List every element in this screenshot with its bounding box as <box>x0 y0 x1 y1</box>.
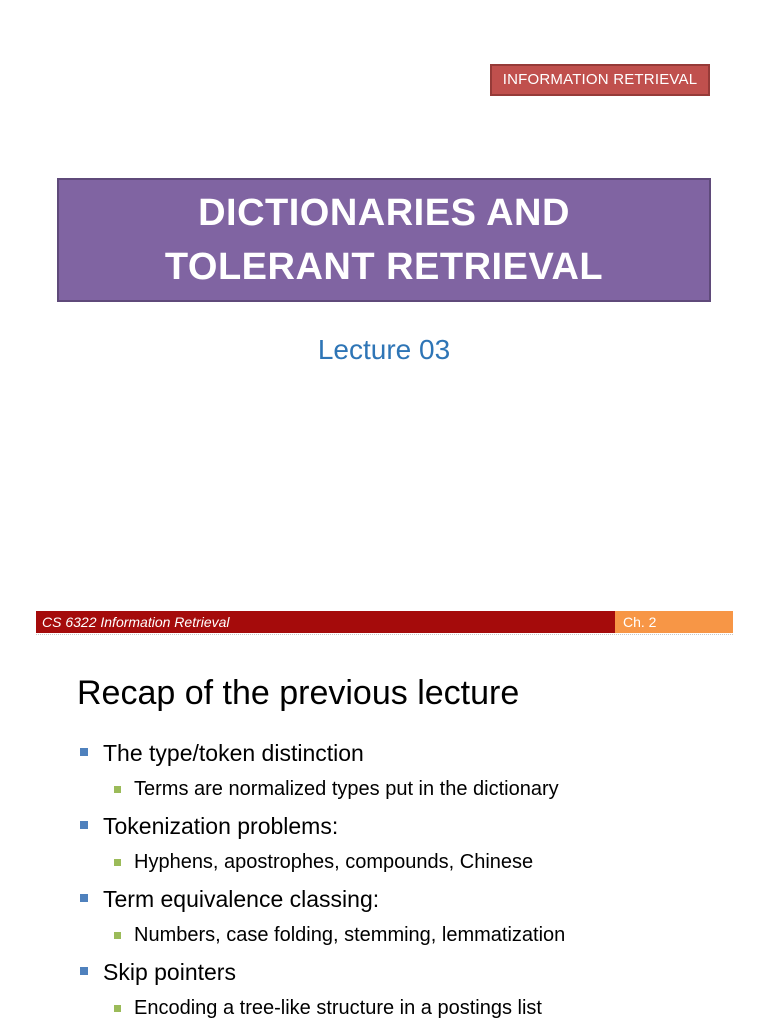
sub-bullet-text: Hyphens, apostrophes, compounds, Chinese <box>134 851 534 873</box>
lecture-subtitle: Lecture 03 <box>317 334 451 365</box>
course-name-label: CS 6322 Information Retrieval <box>36 611 615 633</box>
title-box <box>57 178 711 302</box>
square-bullet-icon <box>80 967 88 975</box>
title-line-1: DICTIONARIES AND <box>198 192 570 234</box>
bullet-list <box>78 735 738 1027</box>
bullet-text: Skip pointers <box>103 959 236 985</box>
square-bullet-icon <box>114 1005 121 1012</box>
square-bullet-icon <box>80 748 88 756</box>
bullet-text: Tokenization problems: <box>103 813 339 839</box>
title-line-2: TOLERANT RETRIEVAL <box>164 246 604 288</box>
list-item <box>78 808 738 881</box>
square-bullet-icon <box>80 821 88 829</box>
header-divider <box>36 634 733 635</box>
square-bullet-icon <box>114 786 121 793</box>
bullet-level1 <box>78 808 738 844</box>
bullet-level2 <box>78 917 738 954</box>
bullet-text: The type/token distinction <box>103 740 364 766</box>
course-tag: INFORMATION RETRIEVAL <box>490 64 710 96</box>
square-bullet-icon <box>114 932 121 939</box>
square-bullet-icon <box>80 894 88 902</box>
sub-bullet-text: Terms are normalized types put in the dictionary <box>134 778 559 800</box>
recap-slide <box>0 605 768 1024</box>
bullet-level1 <box>78 954 738 990</box>
slide-heading: Recap of the previous lecture <box>77 674 520 712</box>
bullet-level1 <box>78 881 738 917</box>
list-item <box>78 954 738 1027</box>
list-item <box>78 735 738 808</box>
bullet-level2 <box>78 990 738 1027</box>
chapter-label: Ch. 2 <box>615 611 733 633</box>
bullet-level1 <box>78 735 738 771</box>
sub-bullet-text: Encoding a tree-like structure in a postings list <box>134 997 542 1019</box>
bullet-level2 <box>78 844 738 881</box>
sub-bullet-text: Numbers, case folding, stemming, lemmatization <box>134 924 566 946</box>
square-bullet-icon <box>114 859 121 866</box>
list-item <box>78 881 738 954</box>
slide-header-bar <box>36 611 733 633</box>
bullet-level2 <box>78 771 738 808</box>
bullet-text: Term equivalence classing: <box>103 886 380 912</box>
